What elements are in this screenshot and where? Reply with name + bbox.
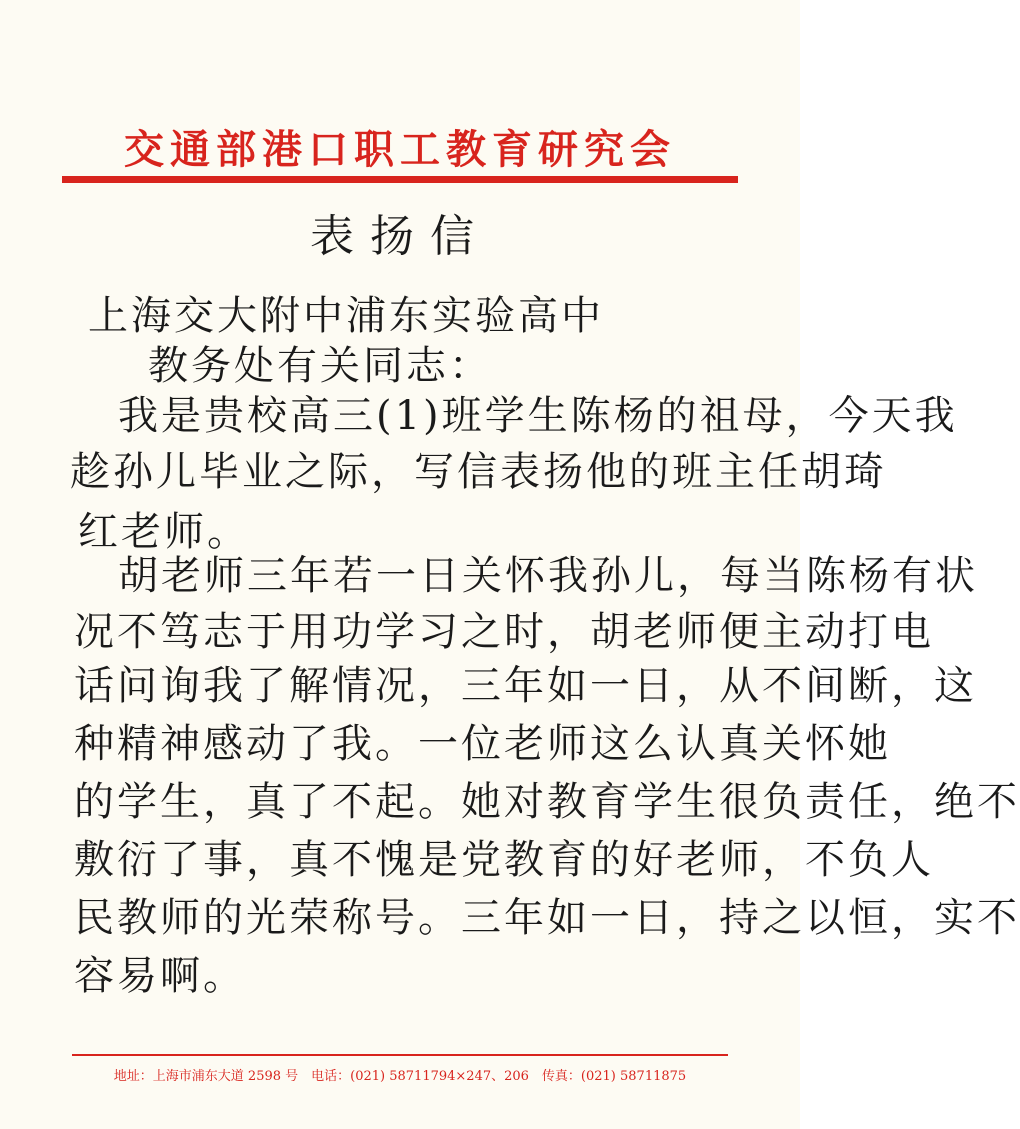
letter-body-line: 话问询我了解情况，三年如一日，从不间断，这 [74,663,977,709]
letter-body-line: 红老师。 [78,509,250,555]
letterhead-divider [62,176,738,183]
letter-body-line: 况不笃志于用功学习之时，胡老师便主动打电 [74,609,934,655]
letter-body-line: 趁孙儿毕业之际，写信表扬他的班主任胡琦 [70,449,887,495]
letter-body-line: 容易啊。 [74,953,246,999]
letter-body-line: 的学生，真了不起。她对教育学生很负责任，绝不 [74,779,1020,825]
recipient-line: 上海交大附中浦东实验高中 [88,293,604,339]
letter-title: 表扬信 [310,211,490,262]
letter-body-line: 我是贵校高三(1)班学生陈杨的祖母，今天我 [118,393,958,439]
footer-contact: 地址：上海市浦东大道 2598 号 电话：(021) 58711794×247、206 传真：(021) 58711875 [113,1069,687,1084]
footer-divider [72,1054,728,1056]
letter-body-line: 种精神感动了我。一位老师这么认真关怀她 [74,721,891,767]
letterhead-organization: 交通部港口职工教育研究会 [124,126,676,173]
letter-body-line: 敷衍了事，真不愧是党教育的好老师，不负人 [74,837,934,883]
letter-body-line: 民教师的光荣称号。三年如一日，持之以恒，实不 [74,895,1020,941]
salutation-line: 教务处有关同志： [148,343,492,389]
letter-body-line: 胡老师三年若一日关怀我孙儿，每当陈杨有状 [118,553,978,599]
